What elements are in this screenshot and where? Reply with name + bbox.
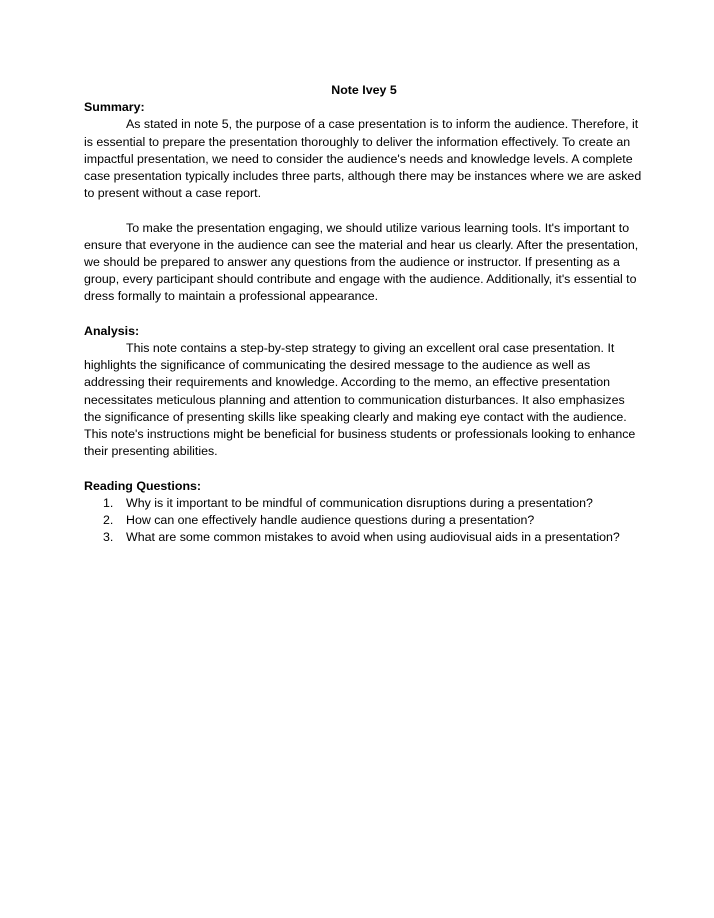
list-item-text: What are some common mistakes to avoid when using audiovisual aids in a presentation? — [126, 530, 620, 545]
spacer — [84, 202, 644, 219]
spacer — [84, 306, 644, 323]
document-title: Note Ivey 5 — [331, 83, 397, 97]
summary-paragraph-2: To make the presentation engaging, we should utilize various learning tools. It's important to ensure that everyone in the audience can see the material and hear us clearly. After the presentation, we should be prepared to answer any questions from the audience or instructor. If presenting as a group, every participant should contribute and engage with the audience. Additionally, it's essential to dress formally to maintain a professional appearance. — [84, 220, 639, 304]
summary-heading: Summary: — [84, 100, 145, 115]
spacer — [84, 460, 644, 477]
list-item — [84, 512, 644, 529]
list-item-number: 1. — [103, 495, 114, 510]
list-item-number: 2. — [103, 513, 114, 528]
analysis-paragraph-1: This note contains a step-by-step strategy to giving an excellent oral case presentation. It highlights the significance of communicating the desired message to the audience as well as addressing their requirements and knowledge. According to the memo, an effective presentation necessitates meticulous planning and attention to communication disturbances. It also emphasizes the significance of presenting skills like speaking clearly and making eye contact with the audience. This note's instructions might be beneficial for business students or professionals looking to enhance their presenting abilities. — [84, 341, 636, 459]
analysis-heading: Analysis: — [84, 323, 140, 338]
list-item-text: Why is it important to be mindful of communication disruptions during a presentation? — [126, 495, 593, 510]
list-item-number: 3. — [103, 530, 114, 545]
list-item-text: How can one effectively handle audience questions during a presentation? — [126, 513, 535, 528]
reading-questions-heading: Reading Questions: — [84, 478, 202, 493]
list-item — [84, 495, 644, 512]
document-page — [84, 82, 644, 546]
summary-paragraph-1: As stated in note 5, the purpose of a case presentation is to inform the audience. Therefore, it is essential to prepare the presentation thoroughly to deliver the information effectively. To create an impactful presentation, we need to consider the audience's needs and knowledge levels. A complete case presentation typically includes three parts, although there may be instances where we are asked to present without a case report. — [84, 117, 642, 201]
list-item — [84, 529, 644, 546]
reading-questions-list — [84, 495, 644, 547]
